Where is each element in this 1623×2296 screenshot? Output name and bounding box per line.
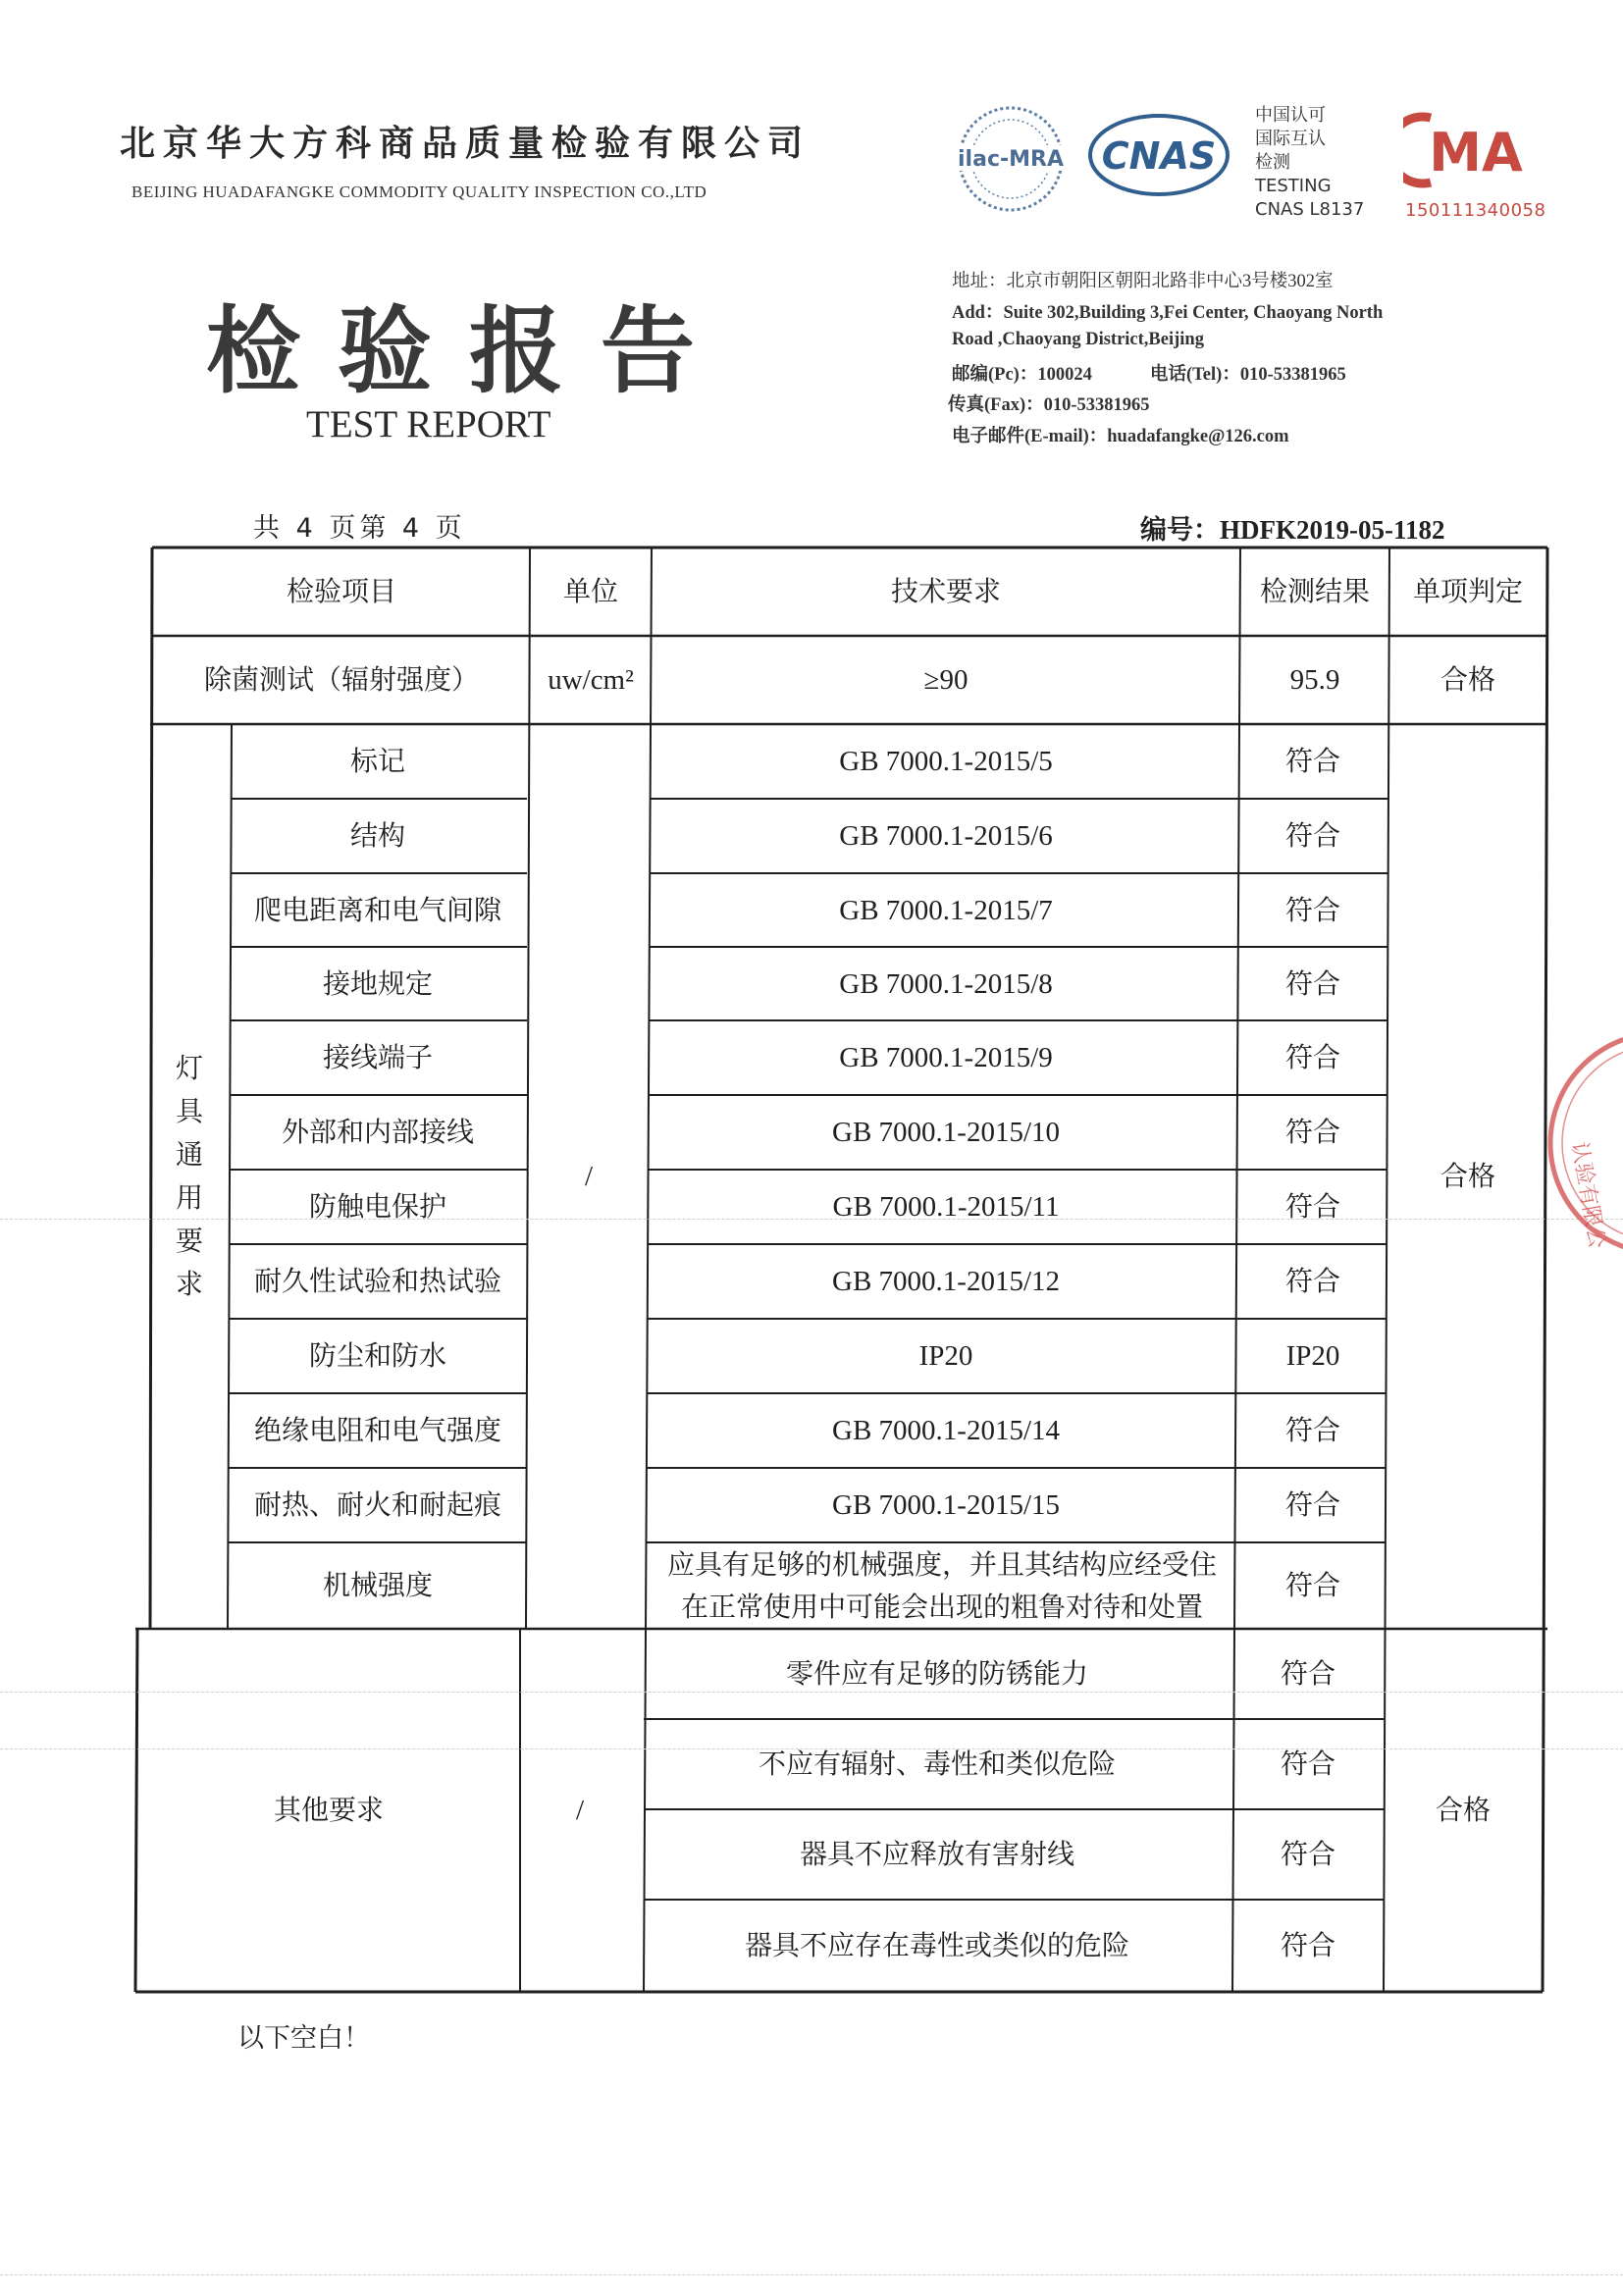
scan-fold-line xyxy=(0,1219,1623,1220)
group-label-char: 具 xyxy=(175,1095,203,1127)
scan-fold-line xyxy=(0,1748,1623,1749)
general-row-item: 结构 xyxy=(349,819,405,852)
general-row-item: 接地规定 xyxy=(322,966,433,1000)
cnas-text-line: 国际互认 xyxy=(1255,129,1326,149)
group-label-char: 要 xyxy=(175,1225,203,1257)
general-verdict: 合格 xyxy=(1440,1160,1495,1192)
general-row-result: 符合 xyxy=(1284,1569,1340,1601)
general-row-result: 符合 xyxy=(1284,745,1340,777)
general-row-requirement: GB 7000.1-2015/6 xyxy=(839,820,1053,852)
header-unit: 单位 xyxy=(562,575,618,607)
scan-fold-line xyxy=(0,2274,1623,2275)
other-row-requirement: 零件应有足够的防锈能力 xyxy=(785,1657,1088,1690)
cma-label: CMA xyxy=(1470,190,1474,191)
general-row-requirement: GB 7000.1-2015/10 xyxy=(832,1117,1060,1148)
sterilization-requirement: ≥90 xyxy=(923,664,969,696)
fax: 传真(Fax)：010-53381965 xyxy=(948,395,1150,415)
general-row-result: 符合 xyxy=(1284,893,1340,926)
cnas-label: CNAS xyxy=(1101,134,1217,178)
svg-text:MA: MA xyxy=(1429,122,1523,183)
cnas-text-line: CNAS L8137 xyxy=(1255,199,1365,220)
telephone: 电话(Tel)：010-53381965 xyxy=(1150,365,1346,385)
general-row-item: 标记 xyxy=(349,745,405,777)
other-row-requirement: 不应有辐射、毒性和类似危险 xyxy=(758,1748,1116,1780)
other-row-requirement: 器具不应存在毒性或类似的危险 xyxy=(744,1929,1129,1961)
other-row-result: 符合 xyxy=(1280,1657,1335,1690)
page-count: 共 4 页第 4 页 xyxy=(253,513,466,544)
cma-number: 150111340058 xyxy=(1405,200,1546,221)
address-en-line1: Add：Suite 302,Building 3,Fei Center, Chaoyang North xyxy=(952,303,1384,323)
general-row-requirement: GB 7000.1-2015/15 xyxy=(832,1489,1060,1521)
cnas-text-line: TESTING xyxy=(1255,176,1332,196)
requirement-line: 在正常使用中可能会出现的粗鲁对待和处置 xyxy=(680,1591,1203,1623)
cnas-text-line: 中国认可 xyxy=(1255,105,1326,126)
general-row-requirement: GB 7000.1-2015/14 xyxy=(832,1415,1060,1446)
blank-below-note: 以下空白！ xyxy=(237,2023,370,2054)
general-row-item: 接线端子 xyxy=(322,1041,433,1073)
cnas-text-line: 检测 xyxy=(1255,152,1290,173)
company-seal-stamp xyxy=(1543,1025,1623,1265)
general-row-requirement: IP20 xyxy=(918,1340,973,1372)
email: 电子邮件(E-mail)：huadafangke@126.com xyxy=(952,427,1289,446)
general-row-requirement: GB 7000.1-2015/9 xyxy=(839,1042,1053,1073)
general-row-item: 防触电保护 xyxy=(308,1190,446,1223)
general-row-result: 符合 xyxy=(1284,1190,1340,1223)
sterilization-item: 除菌测试（辐射强度） xyxy=(203,663,479,696)
group-label-char: 求 xyxy=(175,1268,203,1300)
header-item: 检验项目 xyxy=(286,575,396,607)
general-row-result: 符合 xyxy=(1284,1041,1340,1073)
sterilization-verdict: 合格 xyxy=(1440,663,1495,696)
other-requirements-label: 其他要求 xyxy=(273,1794,384,1826)
general-row-item: 绝缘电阻和电气强度 xyxy=(253,1414,501,1446)
general-row-item: 外部和内部接线 xyxy=(281,1116,474,1148)
general-row-item: 防尘和防水 xyxy=(308,1339,446,1372)
general-row-result: 符合 xyxy=(1284,966,1340,1000)
group-label-char: 灯 xyxy=(175,1052,203,1084)
other-verdict: 合格 xyxy=(1435,1794,1491,1826)
report-title-cn: 检验报告 xyxy=(206,296,732,406)
general-row-requirement: GB 7000.1-2015/12 xyxy=(832,1266,1060,1297)
general-unit: / xyxy=(584,1161,594,1192)
postcode: 邮编(Pc)：100024 xyxy=(952,365,1092,385)
general-row-result: 符合 xyxy=(1284,1414,1340,1446)
other-row-result: 符合 xyxy=(1280,1929,1335,1961)
company-name-cn: 北京华大方科商品质量检验有限公司 xyxy=(120,124,812,164)
header-verdict: 单项判定 xyxy=(1412,575,1523,607)
other-row-result: 符合 xyxy=(1280,1838,1335,1870)
general-row-result: 符合 xyxy=(1284,1116,1340,1148)
general-row-item: 耐久性试验和热试验 xyxy=(253,1265,501,1297)
header-result: 检测结果 xyxy=(1259,575,1370,607)
general-row-item: 爬电距离和电气间隙 xyxy=(253,893,501,926)
general-row-item: 耐热、耐火和耐起痕 xyxy=(253,1488,501,1521)
company-name-en: BEIJING HUADAFANGKE COMMODITY QUALITY INSPECTION CO.,LTD xyxy=(131,183,707,201)
general-row-result: 符合 xyxy=(1284,1265,1340,1297)
ilac-label: ilac-MRA xyxy=(958,147,1064,172)
general-row-result: 符合 xyxy=(1284,1488,1340,1521)
other-row-requirement: 器具不应释放有害射线 xyxy=(799,1838,1074,1870)
general-row-requirement: GB 7000.1-2015/8 xyxy=(839,967,1053,1000)
group-label-char: 通 xyxy=(175,1138,203,1171)
scan-fold-line xyxy=(0,1692,1623,1693)
report-title-en: TEST REPORT xyxy=(306,403,551,445)
report-number: 编号：HDFK2019-05-1182 xyxy=(1140,515,1445,545)
address-en-line2: Road ,Chaoyang District,Beijing xyxy=(952,330,1204,349)
svg-text:认验有限公: 认验有限公 xyxy=(1566,1139,1609,1251)
sterilization-result: 95.9 xyxy=(1289,664,1340,696)
address-cn: 地址：北京市朝阳区朝阳北路非中心3号楼302室 xyxy=(952,272,1334,291)
other-unit: / xyxy=(575,1795,585,1826)
general-row-result: 符合 xyxy=(1284,819,1340,852)
sterilization-unit: uw/cm² xyxy=(548,664,634,696)
general-row-item: 机械强度 xyxy=(322,1569,433,1601)
general-row-requirement: GB 7000.1-2015/5 xyxy=(839,746,1053,777)
requirement-line: 应具有足够的机械强度，并且其结构应经受住 xyxy=(666,1548,1217,1581)
other-row-result: 符合 xyxy=(1280,1748,1335,1780)
general-row-requirement: GB 7000.1-2015/7 xyxy=(839,894,1053,926)
general-row-result: IP20 xyxy=(1285,1340,1340,1372)
group-label-char: 用 xyxy=(175,1181,203,1214)
general-row-requirement: GB 7000.1-2015/11 xyxy=(832,1191,1060,1223)
header-requirement: 技术要求 xyxy=(890,575,1001,607)
